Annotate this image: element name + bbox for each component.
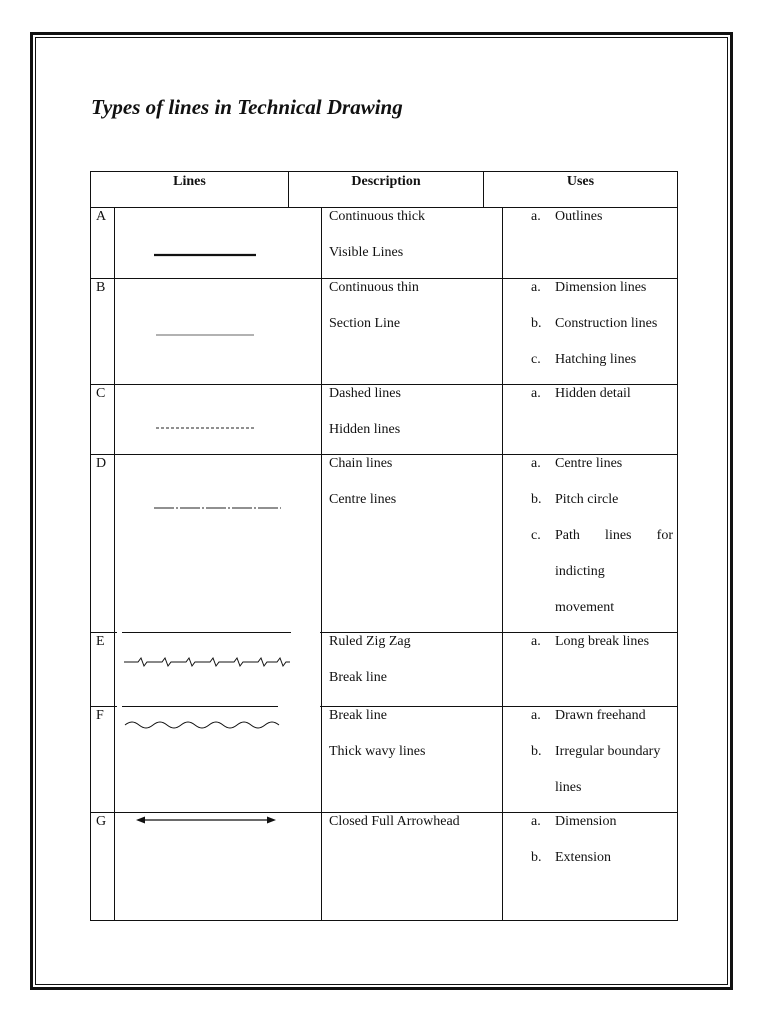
page-title: Types of lines in Technical Drawing [91,95,403,119]
row-description: Break line Thick wavy lines [329,708,426,759]
list-item: movement [555,600,615,615]
row-letter: B [96,280,106,295]
row-description: Continuous thick Visible Lines [329,209,426,260]
row-divider [90,706,678,707]
header-lines: Lines [173,174,206,189]
row-uses-list [531,634,673,670]
header-description: Description [351,174,421,189]
list-item: b. Extension [531,850,611,865]
row-uses-list [531,708,673,816]
border-gap [117,704,122,709]
list-item: a. Dimension [531,814,617,829]
list-item: a. Hidden detail [531,386,631,401]
zigzag-break-line-sample [122,652,292,670]
row-uses-list [531,814,673,886]
border-gap [278,704,320,709]
border-gap [291,630,320,635]
row-letter: A [96,209,107,224]
list-item: a. Outlines [531,209,603,224]
list-item: b. Pitch circle [531,492,619,507]
border-gap [117,630,122,635]
column-divider [114,207,115,921]
list-item: lines [555,780,582,795]
column-divider [321,207,322,921]
column-divider [502,207,503,921]
row-uses-list [531,456,673,636]
row-letter: E [96,634,105,649]
row-letter: F [96,708,104,723]
wavy-break-line-sample [122,716,282,732]
list-item: a. Long break lines [531,634,650,649]
row-description: Closed Full Arrowhead [329,814,460,829]
row-description: Ruled Zig Zag Break line [329,634,411,685]
row-uses-list [531,386,673,422]
list-item: c. Hatching lines [531,352,637,367]
list-item: a. Dimension lines [531,280,647,295]
chain-line-sample [150,503,285,513]
double-arrow-line-sample [134,813,278,827]
continuous-thick-line-sample [150,250,260,260]
row-description: Continuous thin Section Line [329,280,419,331]
row-letter: D [96,456,107,471]
header-uses: Uses [566,174,595,189]
dashed-line-sample [152,424,260,432]
list-item: b. Construction lines [531,316,658,331]
list-item: a. Centre lines [531,456,623,471]
row-divider [90,207,678,208]
row-letter: G [96,814,107,829]
row-uses-list [531,280,673,388]
continuous-thin-line-sample [152,331,258,339]
list-item: c. Path lines for [531,528,673,543]
list-item: indicting [555,564,605,579]
row-letter: C [96,386,106,401]
list-item: a. Drawn freehand [531,708,646,723]
row-description: Dashed lines Hidden lines [329,386,401,437]
row-uses-list [531,209,673,245]
list-item: b. Irregular boundary [531,744,661,759]
row-description: Chain lines Centre lines [329,456,397,507]
